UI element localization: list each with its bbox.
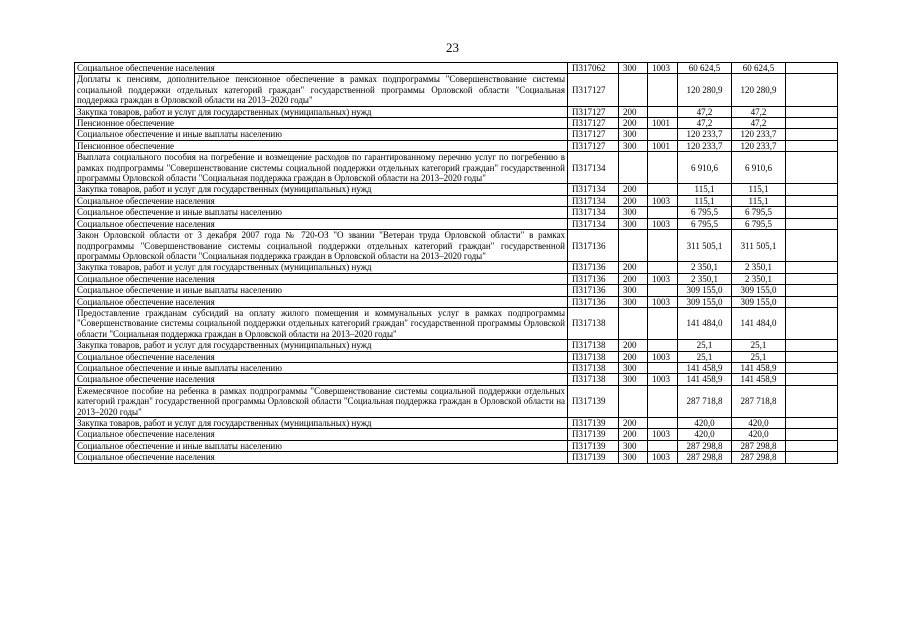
row-name: Социальное обеспечение и иные выплаты населению (75, 207, 568, 218)
row-section: 1003 (648, 218, 678, 229)
row-amount-1: 141 484,0 (678, 307, 732, 339)
table-row (75, 418, 838, 429)
row-expense-type: 300 (619, 207, 648, 218)
row-expense-type: 200 (619, 195, 648, 206)
row-amount-2: 120 233,7 (732, 129, 786, 140)
row-name: Ежемесячное пособие на ребенка в рамках подпрограммы "Совершенствование системы социальной поддержки отдельных категорий граждан" государственной программы Орловской области "Социальная поддержка граждан в Орловской области на 2013–2020 годы" (75, 385, 568, 417)
row-amount-2: 141 458,9 (732, 374, 786, 385)
row-amount-1: 25,1 (678, 340, 732, 351)
row-amount-2: 115,1 (732, 195, 786, 206)
row-amount-2: 6 795,5 (732, 207, 786, 218)
row-section: 1003 (648, 296, 678, 307)
row-section (648, 362, 678, 373)
row-section: 1003 (648, 273, 678, 284)
row-name: Социальное обеспечение населения (75, 195, 568, 206)
row-amount-2: 47,2 (732, 118, 786, 129)
table-row (75, 340, 838, 351)
row-empty-cell (786, 118, 838, 129)
row-amount-2: 309 155,0 (732, 296, 786, 307)
table-row (75, 140, 838, 151)
row-section: 1003 (648, 63, 678, 74)
row-expense-type: 300 (619, 129, 648, 140)
row-code: П317127 (568, 74, 619, 106)
row-amount-1: 6 795,5 (678, 218, 732, 229)
row-amount-1: 60 624,5 (678, 63, 732, 74)
row-amount-1: 47,2 (678, 118, 732, 129)
table-row (75, 285, 838, 296)
table-row (75, 184, 838, 195)
row-section (648, 418, 678, 429)
row-code: П317136 (568, 273, 619, 284)
row-empty-cell (786, 140, 838, 151)
table-row (75, 74, 838, 106)
row-section (648, 207, 678, 218)
table-row (75, 152, 838, 184)
row-expense-type: 200 (619, 106, 648, 117)
row-section (648, 129, 678, 140)
row-empty-cell (786, 362, 838, 373)
row-amount-1: 141 458,9 (678, 374, 732, 385)
row-section (648, 307, 678, 339)
row-amount-1: 2 350,1 (678, 273, 732, 284)
row-code: П317127 (568, 106, 619, 117)
row-name: Социальное обеспечение и иные выплаты населению (75, 362, 568, 373)
row-amount-1: 25,1 (678, 351, 732, 362)
table-row (75, 207, 838, 218)
row-amount-2: 115,1 (732, 184, 786, 195)
row-amount-2: 287 298,8 (732, 440, 786, 451)
row-empty-cell (786, 262, 838, 273)
row-code: П317136 (568, 230, 619, 262)
row-expense-type: 200 (619, 429, 648, 440)
row-name: Социальное обеспечение и иные выплаты населению (75, 285, 568, 296)
row-empty-cell (786, 106, 838, 117)
row-name: Социальное обеспечение населения (75, 296, 568, 307)
table-row (75, 63, 838, 74)
row-amount-1: 287 718,8 (678, 385, 732, 417)
row-name: Социальное обеспечение населения (75, 452, 568, 463)
row-empty-cell (786, 296, 838, 307)
row-code: П317139 (568, 385, 619, 417)
row-expense-type: 300 (619, 63, 648, 74)
table-row (75, 218, 838, 229)
row-section: 1003 (648, 351, 678, 362)
row-name: Пенсионное обеспечение (75, 118, 568, 129)
budget-table (74, 62, 838, 464)
table-row (75, 106, 838, 117)
table-row (75, 307, 838, 339)
row-name: Доплаты к пенсиям, дополнительное пенсионное обеспечение в рамках подпрограммы "Совершенствование системы социальной поддержки отдельных категорий граждан" государственной программы Орловской области "Социальная поддержка граждан в Орловской области на 2013–2020 годы" (75, 74, 568, 106)
row-amount-2: 120 233,7 (732, 140, 786, 151)
row-empty-cell (786, 418, 838, 429)
row-empty-cell (786, 273, 838, 284)
row-code: П317138 (568, 374, 619, 385)
row-name: Социальное обеспечение населения (75, 218, 568, 229)
row-code: П317138 (568, 340, 619, 351)
table-row (75, 118, 838, 129)
row-name: Закупка товаров, работ и услуг для государственных (муниципальных) нужд (75, 340, 568, 351)
row-code: П317139 (568, 418, 619, 429)
row-amount-1: 420,0 (678, 418, 732, 429)
row-expense-type: 300 (619, 140, 648, 151)
row-name: Социальное обеспечение населения (75, 63, 568, 74)
row-expense-type: 300 (619, 218, 648, 229)
table-row (75, 195, 838, 206)
row-code: П317134 (568, 218, 619, 229)
row-section (648, 262, 678, 273)
table-row (75, 262, 838, 273)
row-amount-1: 120 280,9 (678, 74, 732, 106)
row-name: Социальное обеспечение и иные выплаты населению (75, 129, 568, 140)
row-section (648, 152, 678, 184)
row-amount-2: 287 718,8 (732, 385, 786, 417)
row-name: Закупка товаров, работ и услуг для государственных (муниципальных) нужд (75, 106, 568, 117)
row-name: Выплата социального пособия на погребение и возмещение расходов по гарантированному перечню услуг по погребению в рамках подпрограммы "Совершенствование системы социальной поддержки отдельных категорий граждан" государственной программы Орловской области "Социальная поддержка граждан в Орловской области на 2013–2020 годы" (75, 152, 568, 184)
table-row (75, 440, 838, 451)
row-section: 1003 (648, 195, 678, 206)
row-section (648, 340, 678, 351)
row-empty-cell (786, 351, 838, 362)
row-expense-type: 300 (619, 440, 648, 451)
row-empty-cell (786, 129, 838, 140)
row-empty-cell (786, 440, 838, 451)
row-amount-2: 47,2 (732, 106, 786, 117)
row-name: Социальное обеспечение населения (75, 273, 568, 284)
row-amount-1: 120 233,7 (678, 140, 732, 151)
row-code: П317139 (568, 452, 619, 463)
table-row (75, 273, 838, 284)
row-code: П317127 (568, 118, 619, 129)
row-name: Социальное обеспечение и иные выплаты населению (75, 440, 568, 451)
table-row (75, 296, 838, 307)
row-section (648, 230, 678, 262)
row-name: Пенсионное обеспечение (75, 140, 568, 151)
row-amount-2: 311 505,1 (732, 230, 786, 262)
row-code: П317127 (568, 129, 619, 140)
row-section (648, 74, 678, 106)
row-code: П317138 (568, 362, 619, 373)
table-row (75, 374, 838, 385)
row-empty-cell (786, 152, 838, 184)
row-expense-type: 300 (619, 296, 648, 307)
row-section (648, 440, 678, 451)
row-expense-type: 200 (619, 351, 648, 362)
page-number: 23 (446, 40, 459, 55)
row-section (648, 385, 678, 417)
table-row (75, 385, 838, 417)
row-empty-cell (786, 374, 838, 385)
row-expense-type (619, 307, 648, 339)
row-amount-2: 60 624,5 (732, 63, 786, 74)
row-amount-1: 120 233,7 (678, 129, 732, 140)
row-code: П317134 (568, 207, 619, 218)
row-section: 1003 (648, 429, 678, 440)
row-empty-cell (786, 63, 838, 74)
row-amount-1: 115,1 (678, 195, 732, 206)
row-empty-cell (786, 429, 838, 440)
row-expense-type: 300 (619, 362, 648, 373)
table-row (75, 429, 838, 440)
row-code: П317134 (568, 184, 619, 195)
row-name: Социальное обеспечение населения (75, 429, 568, 440)
row-amount-1: 420,0 (678, 429, 732, 440)
row-amount-1: 141 458,9 (678, 362, 732, 373)
row-expense-type (619, 230, 648, 262)
row-expense-type: 300 (619, 452, 648, 463)
row-amount-1: 309 155,0 (678, 296, 732, 307)
row-amount-1: 115,1 (678, 184, 732, 195)
table-row (75, 129, 838, 140)
row-empty-cell (786, 184, 838, 195)
row-empty-cell (786, 218, 838, 229)
row-amount-2: 309 155,0 (732, 285, 786, 296)
table-row (75, 452, 838, 463)
row-expense-type: 200 (619, 118, 648, 129)
row-amount-1: 311 505,1 (678, 230, 732, 262)
row-name: Социальное обеспечение населения (75, 351, 568, 362)
row-code: П317139 (568, 429, 619, 440)
row-code: П317062 (568, 63, 619, 74)
row-expense-type: 200 (619, 340, 648, 351)
row-empty-cell (786, 74, 838, 106)
row-section (648, 106, 678, 117)
table-row (75, 230, 838, 262)
row-amount-2: 2 350,1 (732, 262, 786, 273)
row-expense-type (619, 74, 648, 106)
row-code: П317136 (568, 262, 619, 273)
row-name: Предоставление гражданам субсидий на оплату жилого помещения и коммунальных услуг в рамках подпрограммы "Совершенствование системы социальной поддержки отдельных категорий граждан" государственной программы Орловской области "Социальная поддержка граждан в Орловской области на 2013–2020 годы" (75, 307, 568, 339)
row-amount-2: 6 910,6 (732, 152, 786, 184)
row-section (648, 285, 678, 296)
row-empty-cell (786, 285, 838, 296)
table-row (75, 362, 838, 373)
row-expense-type (619, 152, 648, 184)
row-amount-1: 47,2 (678, 106, 732, 117)
row-amount-2: 141 458,9 (732, 362, 786, 373)
row-expense-type (619, 385, 648, 417)
budget-table-body (75, 63, 838, 464)
row-amount-1: 309 155,0 (678, 285, 732, 296)
row-code: П317138 (568, 307, 619, 339)
row-amount-1: 2 350,1 (678, 262, 732, 273)
row-code: П317134 (568, 152, 619, 184)
row-amount-1: 287 298,8 (678, 452, 732, 463)
row-expense-type: 300 (619, 285, 648, 296)
row-section (648, 184, 678, 195)
row-amount-1: 6 795,5 (678, 207, 732, 218)
row-amount-2: 6 795,5 (732, 218, 786, 229)
row-amount-2: 25,1 (732, 351, 786, 362)
row-empty-cell (786, 452, 838, 463)
row-code: П317138 (568, 351, 619, 362)
row-amount-2: 287 298,8 (732, 452, 786, 463)
row-expense-type: 300 (619, 374, 648, 385)
row-expense-type: 200 (619, 273, 648, 284)
row-code: П317134 (568, 195, 619, 206)
row-section: 1003 (648, 452, 678, 463)
row-code: П317139 (568, 440, 619, 451)
row-code: П317127 (568, 140, 619, 151)
row-code: П317136 (568, 285, 619, 296)
row-expense-type: 200 (619, 184, 648, 195)
row-name: Закупка товаров, работ и услуг для государственных (муниципальных) нужд (75, 184, 568, 195)
row-section: 1001 (648, 118, 678, 129)
row-empty-cell (786, 207, 838, 218)
row-expense-type: 200 (619, 418, 648, 429)
row-empty-cell (786, 340, 838, 351)
row-amount-2: 420,0 (732, 418, 786, 429)
row-amount-2: 25,1 (732, 340, 786, 351)
row-expense-type: 200 (619, 262, 648, 273)
row-amount-2: 120 280,9 (732, 74, 786, 106)
table-row (75, 351, 838, 362)
row-amount-2: 2 350,1 (732, 273, 786, 284)
row-amount-1: 287 298,8 (678, 440, 732, 451)
row-name: Закупка товаров, работ и услуг для государственных (муниципальных) нужд (75, 262, 568, 273)
row-code: П317136 (568, 296, 619, 307)
row-empty-cell (786, 195, 838, 206)
row-empty-cell (786, 385, 838, 417)
row-section: 1003 (648, 374, 678, 385)
row-name: Социальное обеспечение населения (75, 374, 568, 385)
row-name: Закон Орловской области от 3 декабря 2007 года № 720-ОЗ "О звании "Ветеран труда Орловской области" в рамках подпрограммы "Совершенствование системы социальной поддержки отдельных категорий граждан" государственной программы Орловской области "Социальная поддержка граждан в Орловской области на 2013–2020 годы" (75, 230, 568, 262)
row-name: Закупка товаров, работ и услуг для государственных (муниципальных) нужд (75, 418, 568, 429)
row-empty-cell (786, 307, 838, 339)
row-amount-1: 6 910,6 (678, 152, 732, 184)
row-section: 1001 (648, 140, 678, 151)
row-amount-2: 420,0 (732, 429, 786, 440)
row-empty-cell (786, 230, 838, 262)
row-amount-2: 141 484,0 (732, 307, 786, 339)
